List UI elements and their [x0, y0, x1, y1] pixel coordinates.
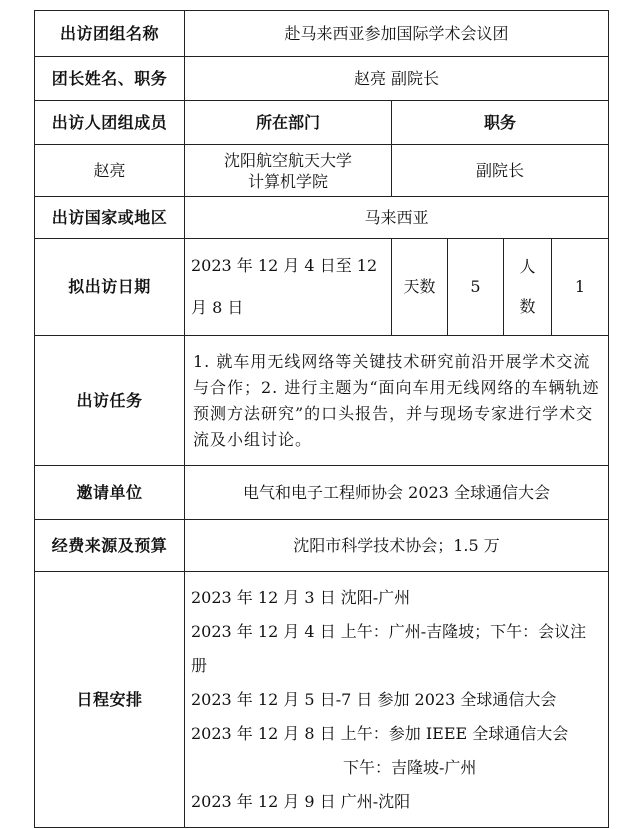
row-leader [35, 57, 609, 101]
funding-value: 沈阳市科学技术协会；1.5 万 [185, 520, 609, 572]
funding-label: 经费来源及预算 [35, 520, 185, 572]
row-country [35, 197, 609, 239]
member-dept [185, 145, 392, 197]
title-header: 职务 [392, 101, 609, 145]
inviter-label: 邀请单位 [35, 466, 185, 520]
task-value: 1. 就车用无线网络等关键技术研究前沿开展学术交流与合作；2. 进行主题为“面向车用无线网络的车辆轨迹预测方法研究”的口头报告，并与现场专家进行学术交流及小组讨论。 [185, 336, 609, 466]
row-funding [35, 520, 609, 572]
row-schedule [35, 572, 609, 828]
people-value: 1 [552, 239, 609, 336]
dept-header: 所在部门 [185, 101, 392, 145]
task-label: 出访任务 [35, 336, 185, 466]
row-task [35, 336, 609, 466]
row-member [35, 145, 609, 197]
row-inviter [35, 466, 609, 520]
days-value: 5 [448, 239, 504, 336]
visit-info-table [34, 10, 609, 828]
member-dept-line1: 沈阳航空航天大学 [223, 150, 352, 170]
schedule-item-1: 2023 年 12 月 3 日 沈阳-广州 [191, 587, 411, 607]
schedule-item-5: 下午：吉隆坡-广州 [343, 757, 477, 777]
member-dept-line2: 计算机学院 [247, 171, 328, 191]
schedule-label: 日程安排 [35, 572, 185, 828]
schedule-item-6: 2023 年 12 月 9 日 广州-沈阳 [191, 791, 411, 811]
schedule-item-3: 2023 年 12 月 5 日-7 日 参加 2023 全球通信大会 [191, 689, 557, 709]
member-title: 副院长 [392, 145, 609, 197]
group-name-label: 出访团组名称 [35, 11, 185, 57]
schedule-item-4: 2023 年 12 月 8 日 上午：参加 IEEE 全球通信大会 [191, 723, 569, 743]
group-name-value: 赴马来西亚参加国际学术会议团 [185, 11, 609, 57]
leader-value: 赵亮 副院长 [185, 57, 609, 101]
row-members-header [35, 101, 609, 145]
member-name: 赵亮 [35, 145, 185, 197]
leader-label: 团长姓名、职务 [35, 57, 185, 101]
schedule-item-2: 2023 年 12 月 4 日 上午：广州-吉隆坡；下午：会议注册 [191, 621, 587, 675]
country-label: 出访国家或地区 [35, 197, 185, 239]
row-group-name [35, 11, 609, 57]
country-value: 马来西亚 [185, 197, 609, 239]
dates-label: 拟出访日期 [35, 239, 185, 336]
days-label: 天数 [392, 239, 448, 336]
members-label: 出访人团组成员 [35, 101, 185, 145]
inviter-value: 电气和电子工程师协会 2023 全球通信大会 [185, 466, 609, 520]
people-label: 人数 [504, 239, 552, 336]
schedule-list [185, 572, 609, 828]
row-dates [35, 239, 609, 336]
dates-value: 2023 年 12 月 4 日至 12 月 8 日 [185, 239, 392, 336]
